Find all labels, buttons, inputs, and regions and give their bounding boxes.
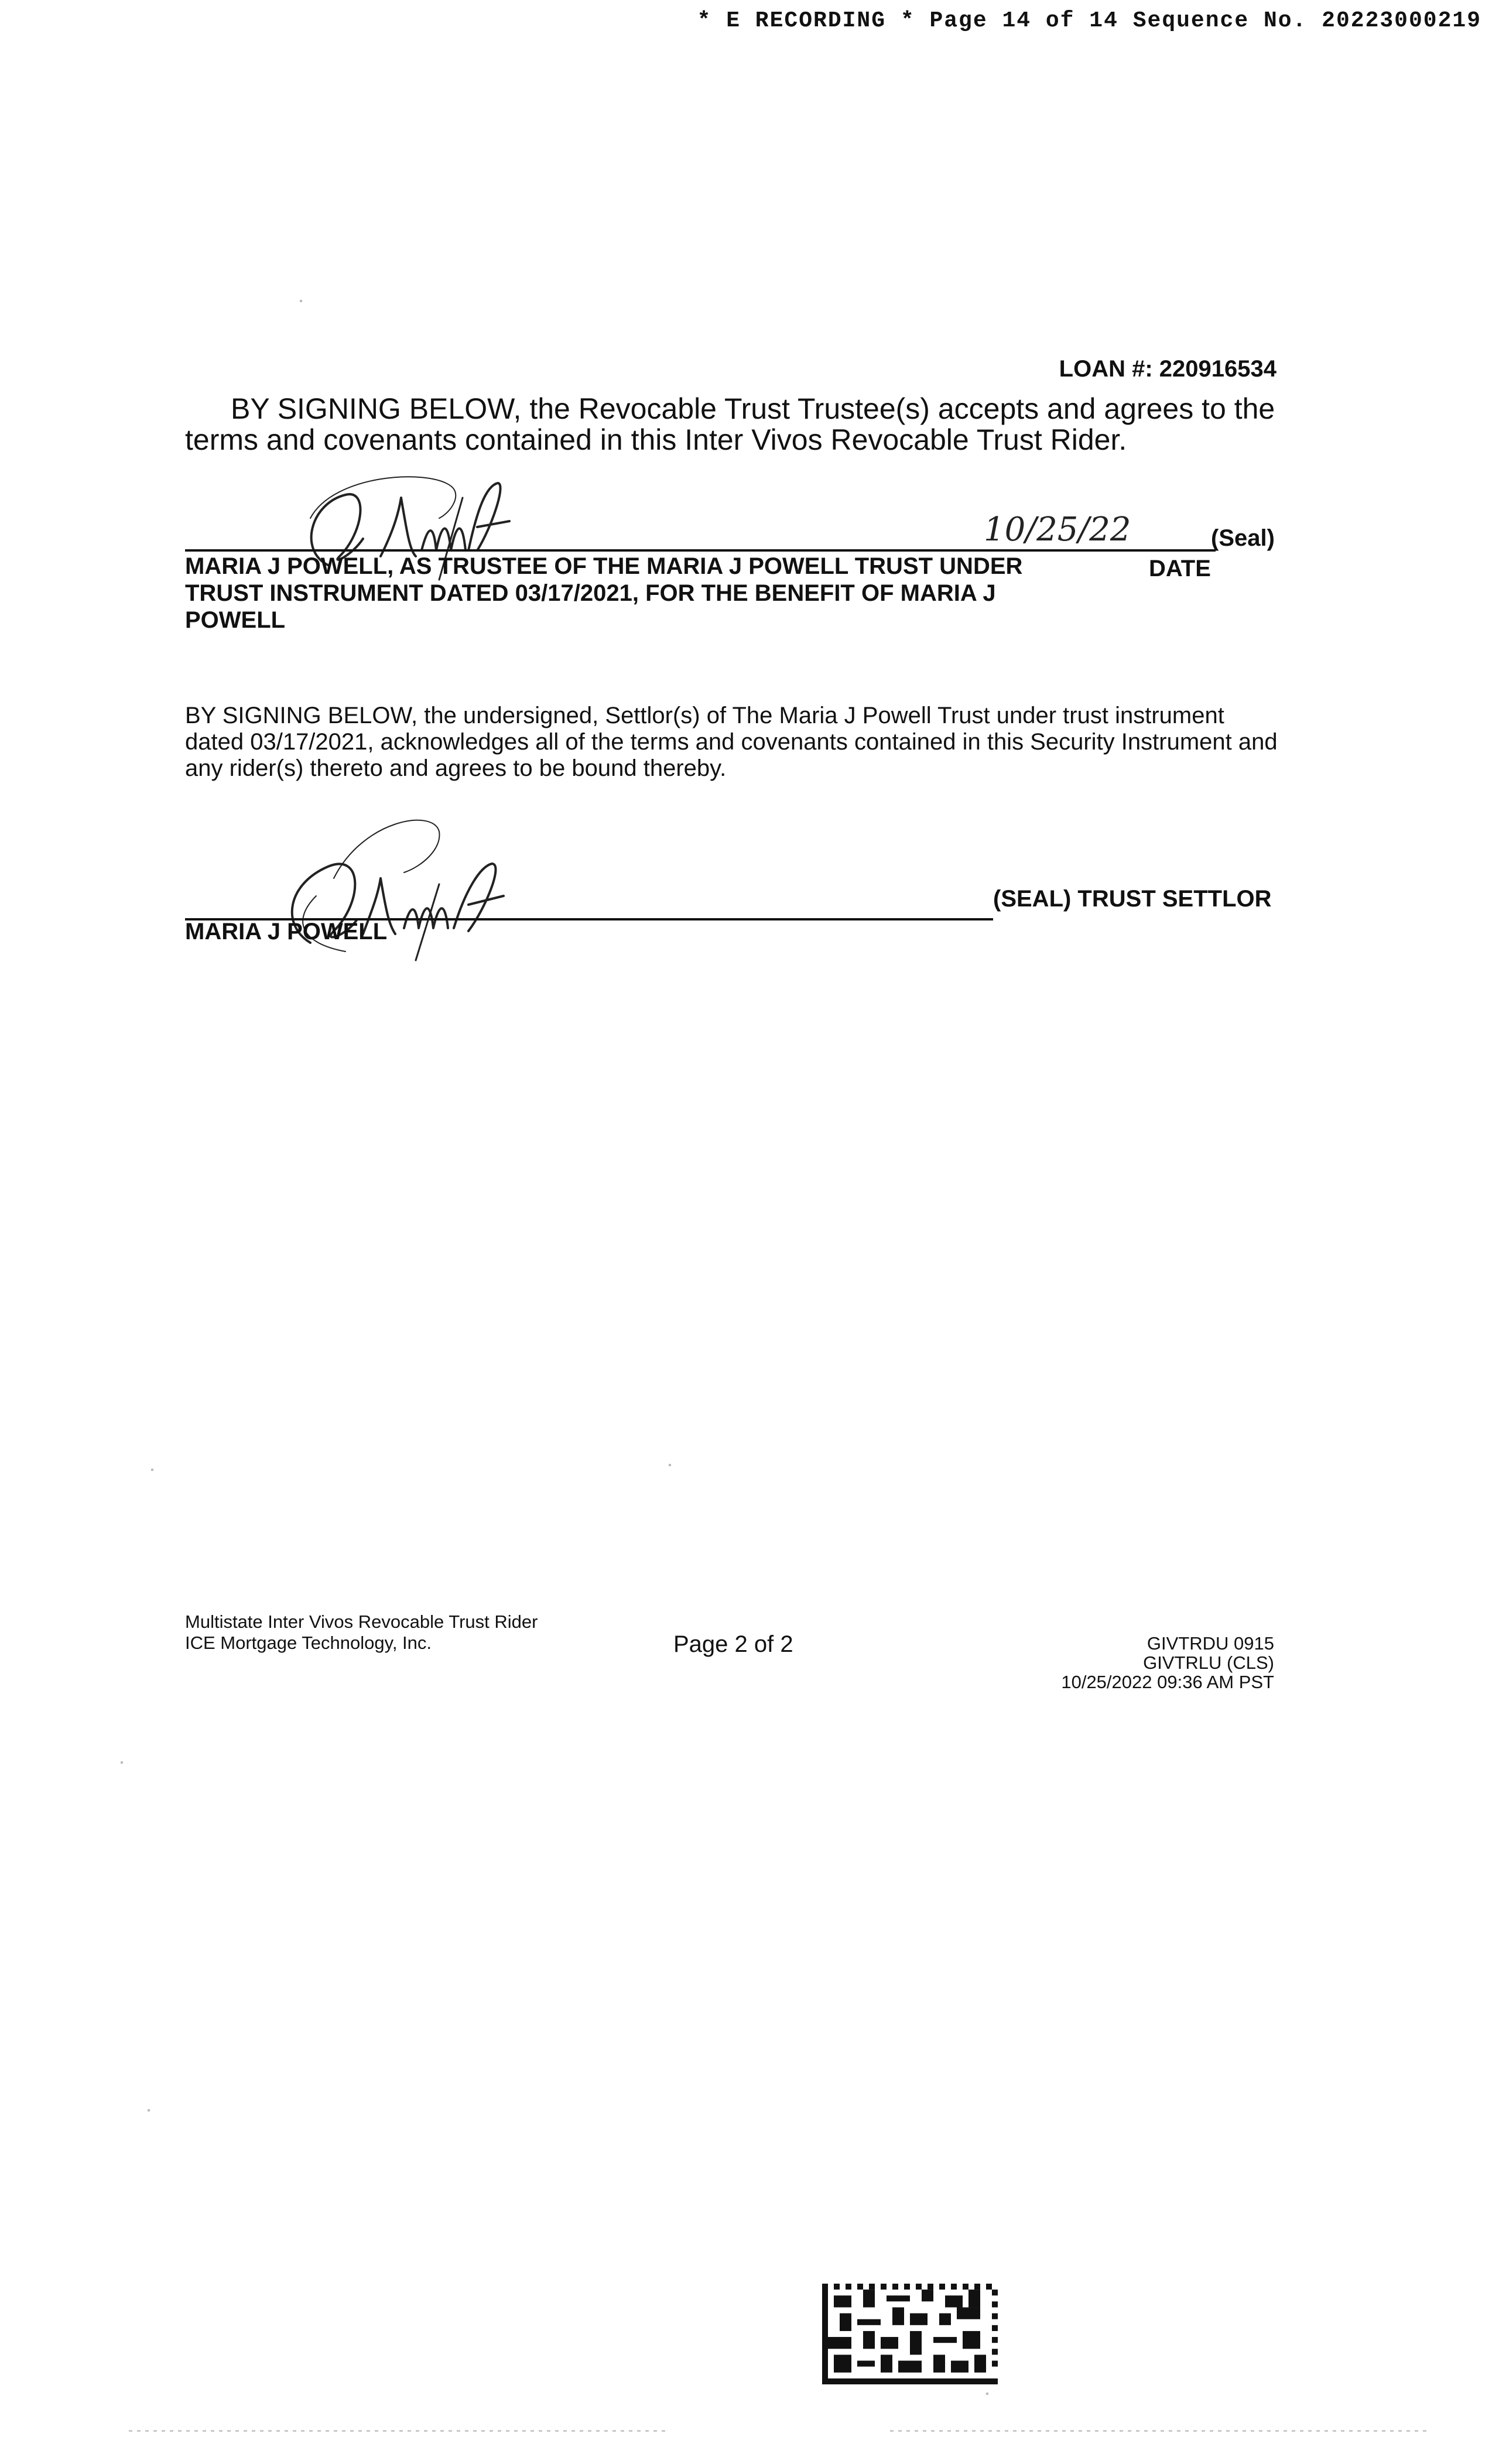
loan-number: LOAN #: 220916534 bbox=[1059, 356, 1276, 382]
recording-stamp: * E RECORDING * Page 14 of 14 Sequence No. 20223000219 bbox=[697, 8, 1481, 33]
settlor-acknowledgement-text: BY SIGNING BELOW, the undersigned, Settlor(s) of The Maria J Powell Trust under trust instrument dated 03/17/2021, acknowledges all of the terms and covenants contained in this Security Instrument and any rider(s) thereto and agrees to be bound thereby. bbox=[185, 703, 1278, 781]
scan-speck bbox=[148, 2109, 150, 2111]
scan-speck bbox=[300, 300, 302, 302]
footer-timestamp: 10/25/2022 09:36 AM PST bbox=[1061, 1672, 1274, 1692]
footer-form-code-alt: GIVTRLU (CLS) bbox=[1143, 1652, 1274, 1673]
scan-speck bbox=[121, 1761, 123, 1764]
trustee-acceptance-text: BY SIGNING BELOW, the Revocable Trust Trustee(s) accepts and agrees to the terms and covenants contained in this Inter Vivos Revocable Trust Rider. bbox=[185, 392, 1275, 456]
trustee-seal-label: (Seal) bbox=[1211, 525, 1275, 551]
footer-form-codes bbox=[1061, 1634, 1274, 1692]
settlor-seal-label: (SEAL) TRUST SETTLOR bbox=[993, 886, 1272, 912]
scan-speck bbox=[669, 1464, 671, 1466]
trustee-signer-caption: MARIA J POWELL, AS TRUSTEE OF THE MARIA J POWELL TRUST UNDER TRUST INSTRUMENT DATED 03/17/2021, FOR THE BENEFIT OF MARIA J POWELL bbox=[185, 553, 1023, 633]
scan-speck bbox=[151, 1469, 153, 1471]
trustee-signature-line bbox=[185, 549, 1216, 552]
scan-speck bbox=[986, 2393, 988, 2395]
footer-form-code: GIVTRDU 0915 bbox=[1147, 1633, 1274, 1654]
date-label: DATE bbox=[1149, 556, 1211, 581]
footer-company: ICE Mortgage Technology, Inc. bbox=[185, 1633, 432, 1653]
scan-edge-artifact bbox=[890, 2430, 1429, 2432]
footer-form-title: Multistate Inter Vivos Revocable Trust Rider bbox=[185, 1611, 538, 1632]
settlor-signer-caption: MARIA J POWELL bbox=[185, 919, 388, 944]
datamatrix-barcode bbox=[822, 2284, 998, 2384]
footer-page-label: Page 2 of 2 bbox=[673, 1631, 793, 1657]
scan-edge-artifact bbox=[129, 2430, 668, 2432]
handwritten-date: 10/25/22 bbox=[984, 511, 1131, 549]
footer-form-info bbox=[185, 1611, 538, 1654]
